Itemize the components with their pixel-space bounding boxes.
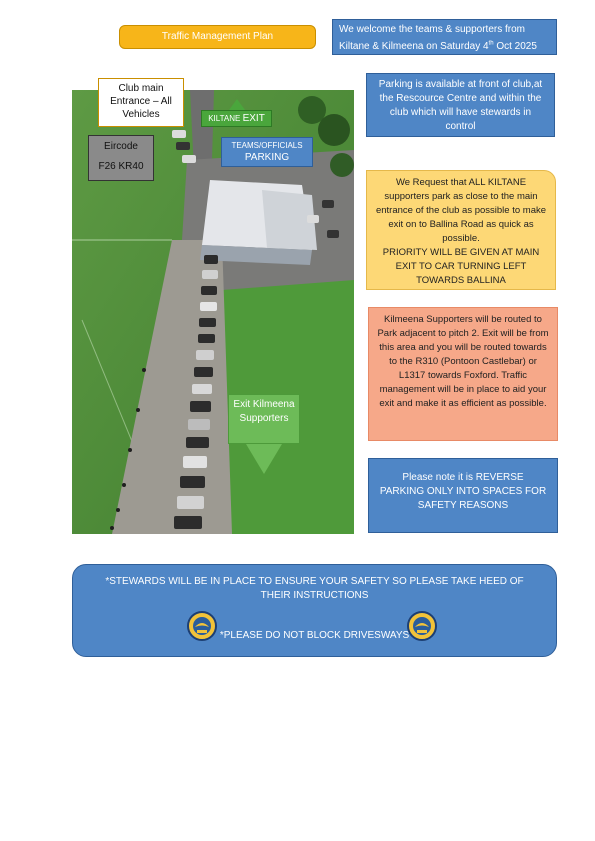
request-text: We Request that ALL KILTANE supporters park as close to the main entrance of the club as possible to make exit on to Ballina Road as quick as possible.	[375, 177, 547, 244]
eircode-title: Eircode	[104, 141, 138, 152]
welcome-box	[332, 19, 557, 55]
kiltane-request-box	[366, 170, 556, 290]
priority-text: PRIORITY WILL BE GIVEN AT MAIN EXIT TO CAR TURNING LEFT TOWARDS BALLINA	[382, 247, 540, 286]
kiltane-exit-label: KILTANE EXIT	[201, 110, 272, 127]
arrow-up-icon	[229, 99, 245, 110]
arrow-down-icon	[246, 444, 282, 474]
teams-parking-label: TEAMS/OFFICIALS PARKING	[221, 137, 313, 167]
footer-notice	[72, 564, 557, 657]
club-entrance-label: Club main Entrance – All Vehicles	[98, 78, 184, 127]
welcome-line-1: We welcome the teams & supporters from	[339, 24, 525, 35]
stewards-notice: *STEWARDS WILL BE IN PLACE TO ENSURE YOUR SAFETY SO PLEASE TAKE HEED OF THEIR INSTRUCTIONS	[105, 576, 524, 601]
exit-kilmeena-label: Exit Kilmeena Supporters	[228, 394, 300, 444]
eircode-value: F26 KR40	[98, 161, 144, 172]
driveways-notice: *PLEASE DO NOT BLOCK DRIVESWAYS	[219, 630, 410, 641]
kilmeena-info-box: Kilmeena Supporters will be routed to Park adjacent to pitch 2. Exit will be from this area and you will be routed towards to the R310 (Pontoon Castlebar) or L1317 towards Foxford. Traffic management will be in place to aid your exit and make it as efficient as possible.	[368, 307, 558, 441]
plan-title: Traffic Management Plan	[119, 25, 316, 49]
welcome-line-2: Kiltane & Kilmeena on Saturday 4th Oct 2025	[339, 41, 537, 53]
eircode-label	[88, 135, 154, 181]
reverse-parking-box: Please note it is REVERSE PARKING ONLY INTO SPACES FOR SAFETY REASONS	[368, 458, 558, 533]
parking-info-box: Parking is available at front of club,at the Rescource Centre and within the club which will have stewards in control	[366, 73, 555, 137]
